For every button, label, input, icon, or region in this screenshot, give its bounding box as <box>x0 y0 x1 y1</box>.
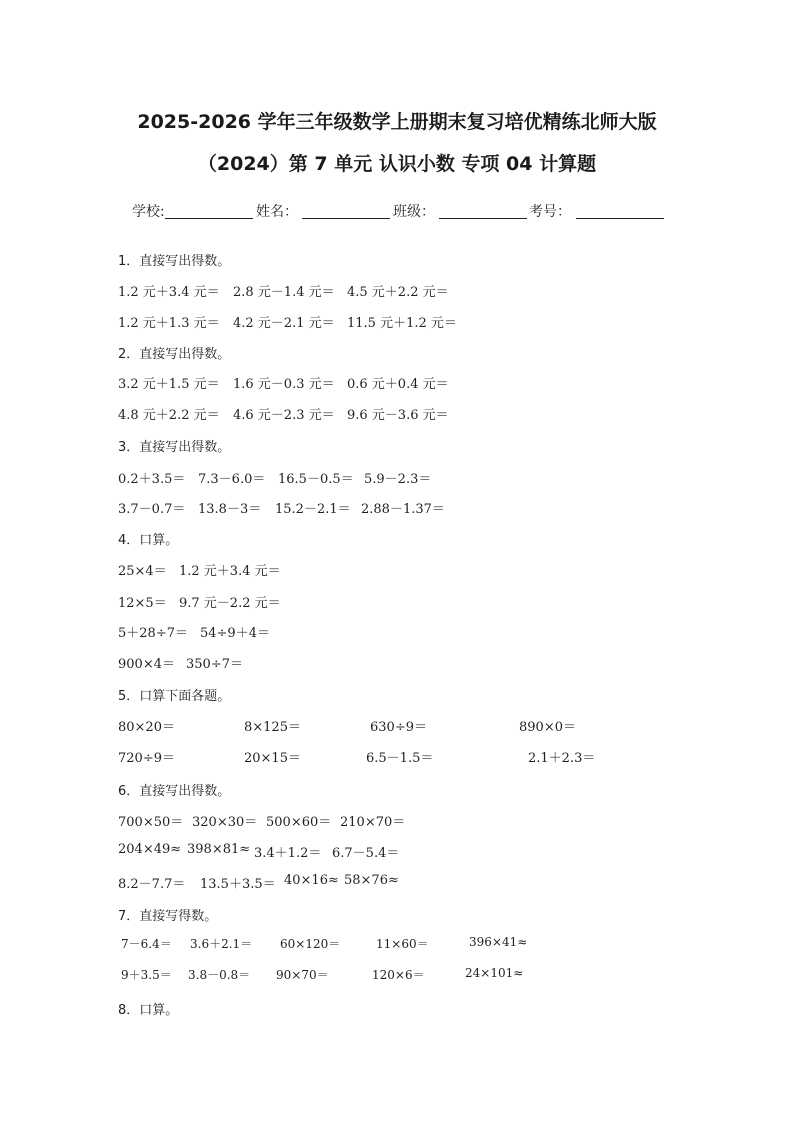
question-6-row-3 <box>118 873 738 893</box>
question-2-row-2 <box>118 404 738 424</box>
problem: 3.8－0.8＝ <box>188 968 251 982</box>
question-4-row-3 <box>118 622 738 642</box>
problem: 320×30＝ <box>192 815 258 830</box>
problem: 12×5＝ <box>118 596 167 611</box>
problem: 500×60＝ <box>266 815 332 830</box>
problem: 9.7 元－2.2 元＝ <box>179 596 281 611</box>
question-5-row-1 <box>118 716 738 736</box>
question-6-row-1 <box>118 811 738 831</box>
problem: 0.2＋3.5＝ <box>118 472 186 487</box>
problem: 398×81≈ <box>187 842 251 857</box>
problem: 11×60＝ <box>376 937 429 951</box>
problem: 890×0＝ <box>519 720 576 735</box>
problem: 396×41≈ <box>469 935 528 949</box>
problem: 1.2 元＋3.4 元＝ <box>179 564 281 579</box>
problem: 4.8 元＋2.2 元＝ <box>118 408 220 423</box>
problem: 2.88－1.37＝ <box>361 502 445 517</box>
problem: 0.6 元＋0.4 元＝ <box>347 377 449 392</box>
problem: 3.6＋2.1＝ <box>190 937 253 951</box>
problem: 16.5－0.5＝ <box>278 472 354 487</box>
class-blank[interactable] <box>439 218 527 219</box>
problem: 25×4＝ <box>118 564 167 579</box>
problem: 11.5 元＋1.2 元＝ <box>347 316 457 331</box>
problem: 5＋28÷7＝ <box>118 626 188 641</box>
problem: 3.4＋1.2＝ <box>254 846 322 861</box>
problem: 1.2 元＋1.3 元＝ <box>118 316 220 331</box>
question-6-heading: 6．直接写出得数。 <box>118 784 231 799</box>
question-7-row-2 <box>118 966 738 986</box>
question-4-row-1 <box>118 560 738 580</box>
title-line-2: （2024）第 7 单元 认识小数 专项 04 计算题 <box>197 153 597 175</box>
student-info-row <box>132 201 672 223</box>
problem: 5.9－2.3＝ <box>364 472 432 487</box>
question-4-row-4 <box>118 653 738 673</box>
title-line-1: 2025-2026 学年三年级数学上册期末复习培优精练北师大版 <box>137 111 657 133</box>
problem: 8×125＝ <box>244 720 301 735</box>
problem: 7－6.4＝ <box>121 937 172 951</box>
question-6-row-2 <box>118 842 738 862</box>
name-label: 姓名： <box>256 204 298 220</box>
problem: 80×20＝ <box>118 720 175 735</box>
problem: 15.2－2.1＝ <box>275 502 351 517</box>
question-5-heading: 5．口算下面各题。 <box>118 689 231 704</box>
problem: 8.2－7.7＝ <box>118 877 186 892</box>
problem: 13.8－3＝ <box>198 502 262 517</box>
problem: 120×6＝ <box>372 968 425 982</box>
problem: 9＋3.5＝ <box>121 968 172 982</box>
problem: 90×70＝ <box>276 968 329 982</box>
question-1-heading: 1．直接写出得数。 <box>118 254 231 269</box>
problem: 630÷9＝ <box>370 720 427 735</box>
question-3-row-2 <box>118 498 738 518</box>
problem: 210×70＝ <box>340 815 406 830</box>
problem: 720÷9＝ <box>118 751 175 766</box>
problem: 2.1＋2.3＝ <box>528 751 596 766</box>
problem: 58×76≈ <box>344 873 399 888</box>
problem: 204×49≈ <box>118 842 182 857</box>
problem: 6.7－5.4＝ <box>332 846 400 861</box>
problem: 6.5－1.5＝ <box>366 751 434 766</box>
name-blank[interactable] <box>302 218 390 219</box>
question-4-row-2 <box>118 592 738 612</box>
problem: 40×16≈ <box>284 873 339 888</box>
question-7-row-1 <box>118 935 738 955</box>
problem: 9.6 元－3.6 元＝ <box>347 408 449 423</box>
problem: 350÷7＝ <box>186 657 243 672</box>
question-7-heading: 7．直接写得数。 <box>118 909 218 924</box>
question-3-row-1 <box>118 468 738 488</box>
problem: 1.2 元＋3.4 元＝ <box>118 285 220 300</box>
problem: 700×50＝ <box>118 815 184 830</box>
problem: 900×4＝ <box>118 657 175 672</box>
problem: 3.7－0.7＝ <box>118 502 186 517</box>
exam-number-label: 考号： <box>529 204 571 220</box>
question-2-heading: 2．直接写出得数。 <box>118 347 231 362</box>
question-3-heading: 3．直接写出得数。 <box>118 440 231 455</box>
problem: 4.5 元＋2.2 元＝ <box>347 285 449 300</box>
school-label: 学校: <box>132 204 165 220</box>
problem: 1.6 元－0.3 元＝ <box>233 377 335 392</box>
problem: 13.5＋3.5＝ <box>200 877 276 892</box>
problem: 54÷9＋4＝ <box>200 626 270 641</box>
question-5-row-2 <box>118 747 738 767</box>
exam-number-blank[interactable] <box>576 218 664 219</box>
problem: 3.2 元＋1.5 元＝ <box>118 377 220 392</box>
class-label: 班级： <box>393 204 435 220</box>
problem: 4.2 元－2.1 元＝ <box>233 316 335 331</box>
problem: 7.3－6.0＝ <box>198 472 266 487</box>
school-blank[interactable] <box>165 218 253 219</box>
question-2-row-1 <box>118 373 738 393</box>
question-8-heading: 8．口算。 <box>118 1003 179 1018</box>
problem: 60×120＝ <box>280 937 341 951</box>
problem: 24×101≈ <box>465 966 524 980</box>
problem: 4.6 元－2.3 元＝ <box>233 408 335 423</box>
problem: 2.8 元－1.4 元＝ <box>233 285 335 300</box>
problem: 20×15＝ <box>244 751 301 766</box>
question-1-row-2 <box>118 312 738 332</box>
question-4-heading: 4．口算。 <box>118 533 179 548</box>
question-1-row-1 <box>118 281 738 301</box>
